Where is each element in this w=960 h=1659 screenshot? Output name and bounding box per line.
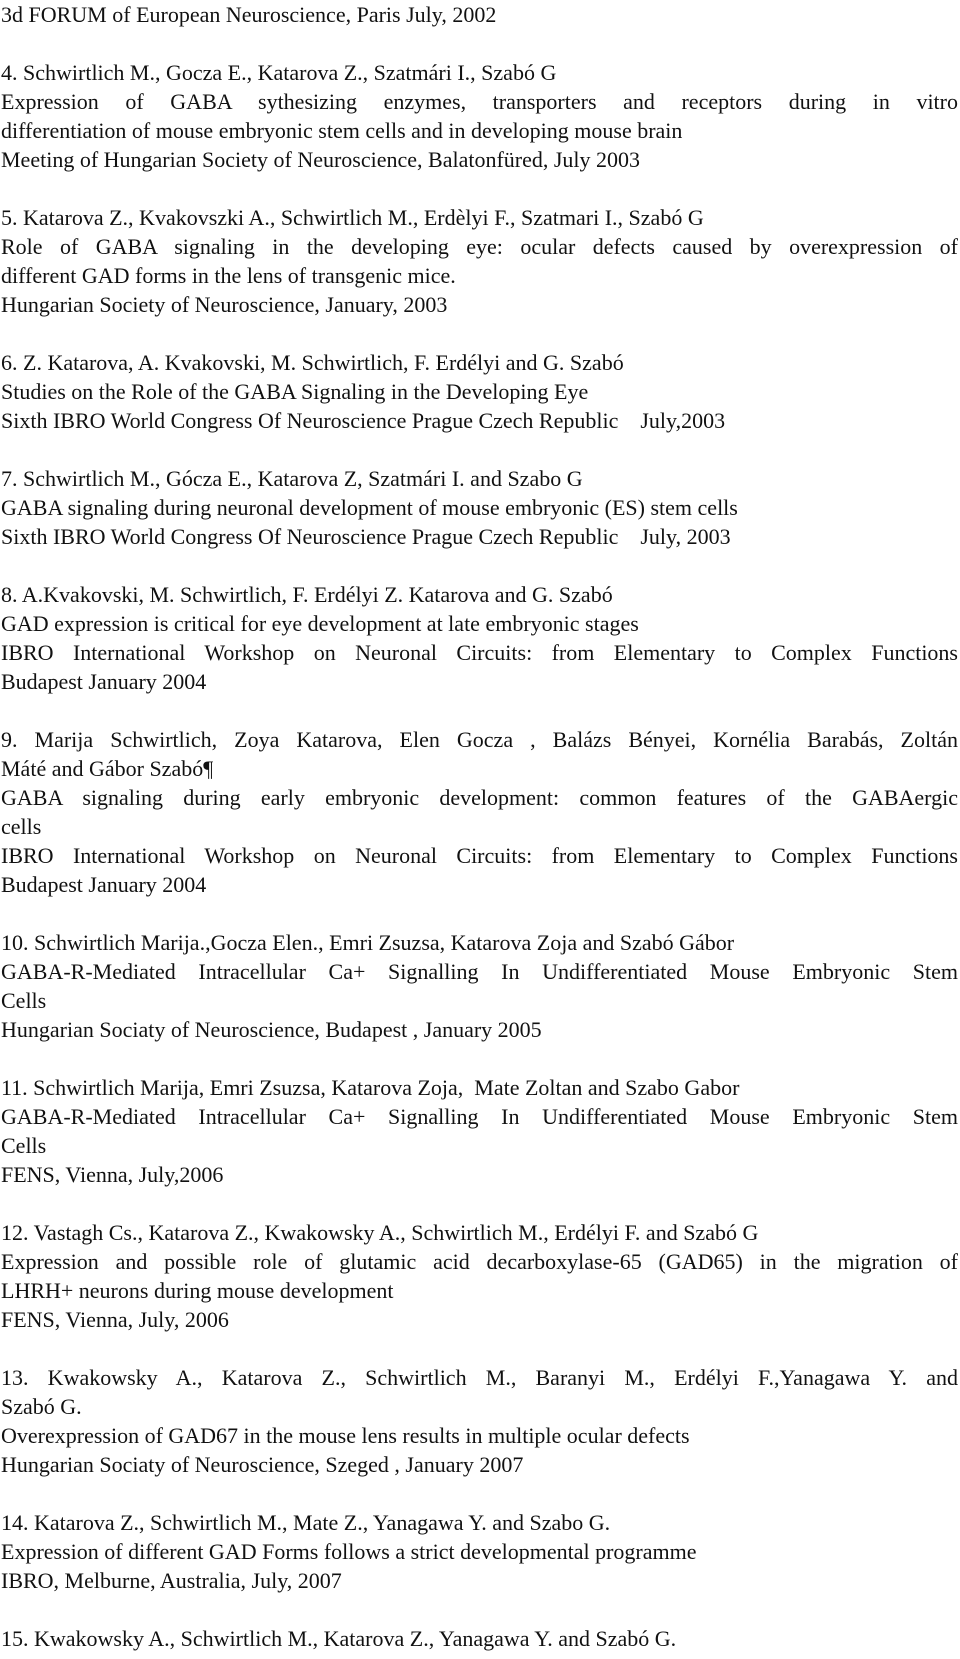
entry-text-line: GABA-R-Mediated Intracellular Ca+ Signalling In Undifferentiated Mouse Embryonic Stem: [1, 1104, 958, 1129]
entry-text-line: Budapest January 2004: [1, 669, 207, 694]
publication-entry: [1, 725, 958, 899]
entry-text-line: Budapest January 2004: [1, 872, 207, 897]
entry-authors-line: 15. Kwakowsky A., Schwirtlich M., Katarova Z., Yanagawa Y. and Szabó G.: [1, 1626, 677, 1651]
publication-entry: [1, 928, 958, 1044]
entry-text-line: FENS, Vienna, July,2006: [1, 1162, 224, 1187]
publication-entry: [1, 348, 958, 435]
entry-spacer: [1, 174, 958, 203]
entry-authors-line: 12. Vastagh Cs., Katarova Z., Kwakowsky A., Schwirtlich M., Erdélyi F. and Szabó G: [1, 1220, 759, 1245]
entry-authors-line: 7. Schwirtlich M., Gócza E., Katarova Z, Szatmári I. and Szabo G: [1, 466, 583, 491]
entry-spacer: [1, 1479, 958, 1508]
entry-text-line: GABA-R-Mediated Intracellular Ca+ Signalling In Undifferentiated Mouse Embryonic Stem: [1, 959, 958, 984]
entry-text-line: Expression of different GAD Forms follows a strict developmental programme: [1, 1539, 697, 1564]
entry-text-line: GAD expression is critical for eye development at late embryonic stages: [1, 611, 639, 636]
entry-authors-line: 6. Z. Katarova, A. Kvakovski, M. Schwirtlich, F. Erdélyi and G. Szabó: [1, 350, 624, 375]
entry-text-line: IBRO International Workshop on Neuronal Circuits: from Elementary to Complex Functions: [1, 843, 958, 868]
entry-text-line: Studies on the Role of the GABA Signaling in the Developing Eye: [1, 379, 589, 404]
conference-header: 3d FORUM of European Neuroscience, Paris July, 2002: [1, 2, 497, 27]
entry-authors-line: 8. A.Kvakovski, M. Schwirtlich, F. Erdélyi Z. Katarova and G. Szabó: [1, 582, 613, 607]
entry-authors-line: 9. Marija Schwirtlich, Zoya Katarova, Elen Gocza , Balázs Bényei, Kornélia Barabás, Zoltán: [1, 727, 958, 752]
entry-text-line: Hungarian Sociaty of Neuroscience, Szeged , January 2007: [1, 1452, 524, 1477]
entry-text-line: Overexpression of GAD67 in the mouse lens results in multiple ocular defects: [1, 1423, 690, 1448]
entry-text-line: Cells: [1, 1133, 47, 1158]
entry-text-line: Máté and Gábor Szabó¶: [1, 756, 214, 781]
entry-authors-line: 4. Schwirtlich M., Gocza E., Katarova Z., Szatmári I., Szabó G: [1, 60, 557, 85]
entry-spacer: [1, 1044, 958, 1073]
entry-spacer: [1, 1595, 958, 1624]
entry-text-line: different GAD forms in the lens of transgenic mice.: [1, 263, 456, 288]
entry-text-line: Hungarian Sociaty of Neuroscience, Budapest , January 2005: [1, 1017, 542, 1042]
entry-text-line: Expression and possible role of glutamic acid decarboxylase-65 (GAD65) in the migration of: [1, 1249, 958, 1274]
entry-spacer: [1, 319, 958, 348]
entry-text-line: GABA signaling during neuronal development of mouse embryonic (ES) stem cells: [1, 495, 738, 520]
entry-text-line: Sixth IBRO World Congress Of Neuroscience Prague Czech Republic July,2003: [1, 408, 726, 433]
publication-entry: [1, 580, 958, 696]
publication-entry: [1, 464, 958, 551]
entry-text-line: IBRO International Workshop on Neuronal Circuits: from Elementary to Complex Functions: [1, 640, 958, 665]
entry-text-line: IBRO, Melburne, Australia, July, 2007: [1, 1568, 342, 1593]
publication-entry: [1, 1363, 958, 1479]
entry-spacer: [1, 899, 958, 928]
entry-text-line: Expression of GABA sythesizing enzymes, transporters and receptors during in vitro: [1, 89, 958, 114]
entry-text-line: cells: [1, 814, 42, 839]
entry-authors-line: 5. Katarova Z., Kvakovszki A., Schwirtlich M., Erdèlyi F., Szatmari I., Szabó G: [1, 205, 704, 230]
entry-text-line: Sixth IBRO World Congress Of Neuroscience Prague Czech Republic July, 2003: [1, 524, 731, 549]
entry-authors-line: 14. Katarova Z., Schwirtlich M., Mate Z., Yanagawa Y. and Szabo G.: [1, 1510, 611, 1535]
publication-entry: [1, 58, 958, 174]
entry-spacer: [1, 1189, 958, 1218]
publication-entry: [1, 203, 958, 319]
entry-text-line: Cells: [1, 988, 47, 1013]
publication-entry: [1, 1073, 958, 1189]
entry-text-line: differentiation of mouse embryonic stem cells and in developing mouse brain: [1, 118, 683, 143]
entry-spacer: [1, 29, 958, 58]
publication-entry: [1, 1218, 958, 1334]
entry-text-line: GABA signaling during early embryonic development: common features of the GABAergic: [1, 785, 958, 810]
entry-text-line: Szabó G.: [1, 1394, 82, 1419]
entry-text-line: FENS, Vienna, July, 2006: [1, 1307, 229, 1332]
entry-text-line: Role of GABA signaling in the developing eye: ocular defects caused by overexpression of: [1, 234, 958, 259]
publication-entry: [1, 1508, 958, 1595]
entry-text-line: Hungarian Society of Neuroscience, January, 2003: [1, 292, 448, 317]
entry-spacer: [1, 1334, 958, 1363]
publication-list: [1, 29, 958, 1653]
entry-spacer: [1, 551, 958, 580]
entry-authors-line: 10. Schwirtlich Marija.,Gocza Elen., Emri Zsuzsa, Katarova Zoja and Szabó Gábor: [1, 930, 735, 955]
entry-text-line: LHRH+ neurons during mouse development: [1, 1278, 394, 1303]
entry-authors-line: 13. Kwakowsky A., Katarova Z., Schwirtlich M., Baranyi M., Erdélyi F.,Yanagawa Y. and: [1, 1365, 958, 1390]
entry-spacer: [1, 435, 958, 464]
entry-authors-line: 11. Schwirtlich Marija, Emri Zsuzsa, Katarova Zoja, Mate Zoltan and Szabo Gabor: [1, 1075, 740, 1100]
entry-spacer: [1, 696, 958, 725]
entry-text-line: Meeting of Hungarian Society of Neuroscience, Balatonfüred, July 2003: [1, 147, 641, 172]
publication-entry: [1, 1624, 958, 1653]
